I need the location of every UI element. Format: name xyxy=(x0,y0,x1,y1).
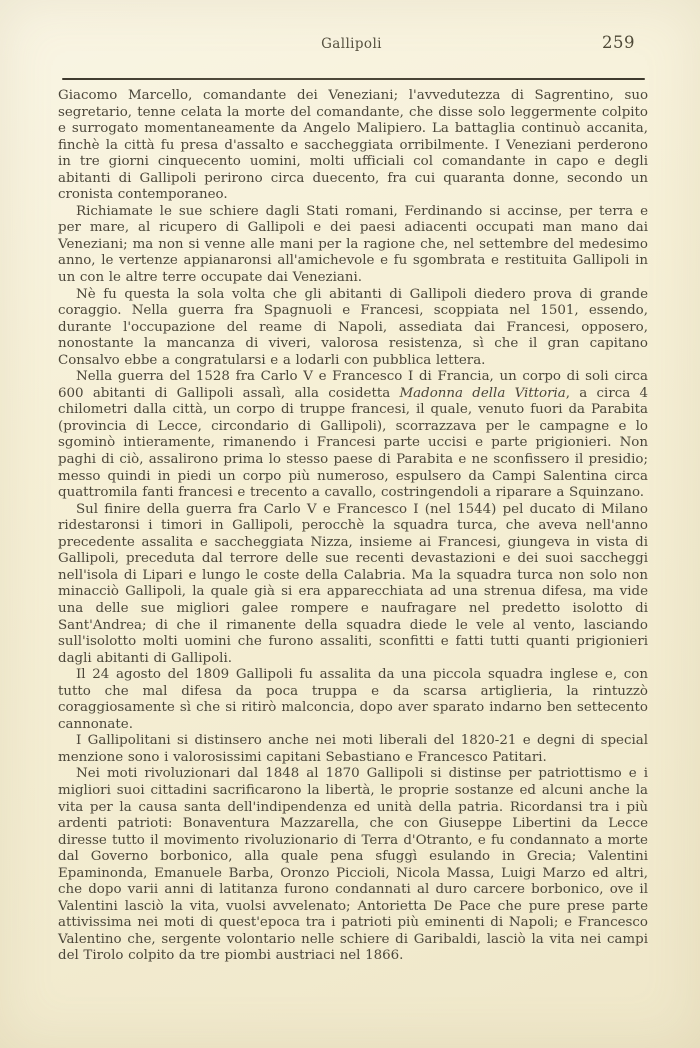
running-title: Gallipoli xyxy=(321,36,382,52)
paragraph xyxy=(58,733,648,766)
page-body xyxy=(58,88,648,965)
paragraph xyxy=(58,369,648,501)
italic-run: Madonna della Vittoria xyxy=(399,385,566,401)
text-run: Nè fu questa la sola volta che gli abitanti di Gallipoli diedero prova di grande coraggio. Nella guerra fra Spagnuoli e Francesi, scoppiata nel 1501, essendo, durante l'occupazione del reame di Napoli, assediata dai Francesi, opposero, nonostante la mancanza di viveri, valorosa resistenza, sì che il gran capitano Consalvo ebbe a congratularsi e a lodarli con pubblica lettera. xyxy=(58,286,648,368)
text-run: , a circa 4 chilometri dalla città, un corpo di truppe francesi, il quale, venuto fuori da Parabita (provincia di Lecce, circondario di Gallipoli), scorrazzava per le campagne e lo sgominò intieramente, rimanendo i Francesi parte uccisi e parte prigionieri. Non paghi di ciò, assalirono prima lo stesso paese di Parabita e ne sconfissero il presidio; messo quindi in piedi un corpo più numeroso, espulsero da Campi Salentina circa quattromila fanti francesi e trecento a cavallo, costringendoli a riparare a Squinzano. xyxy=(58,385,648,501)
text-run: Sul finire della guerra fra Carlo V e Francesco I (nel 1544) pel ducato di Milano ridestaronsi i timori in Gallipoli, perocchè la squadra turca, che aveva nell'anno precedente assalita e saccheggiata Nizza, insieme ai Francesi, giungeva in vista di Gallipoli, preceduta dal terrore delle sue recenti devastazioni e dei suoi saccheggi nell'isola di Lipari e lungo le coste della Calabria. Ma la squadra turca non solo non minacciò Gallipoli, la quale già si era apparecchiata ad una strenua difesa, ma vide una delle sue migliori galee rompere e naufragare nel predetto isolotto di Sant'Andrea; di che il rimanente della squadra diede le vele al vento, lasciando sull'isolotto molti uomini che furono assaliti, sconfitti e fatti tutti quanti prigionieri dagli abitanti di Gallipoli. xyxy=(58,501,648,666)
paragraph xyxy=(58,766,648,965)
page-number: 259 xyxy=(602,33,635,52)
text-run: Richiamate le sue schiere dagli Stati romani, Ferdinando si accinse, per terra e per mare, al ricupero di Gallipoli e dei paesi adiacenti occupati man mano dai Veneziani; ma non si venne alle mani per la ragione che, nel settembre del medesimo anno, le vertenze appianaronsi all'amichevole e fu sgombrata e restituita Gallipoli in un con le altre terre occupate dai Veneziani. xyxy=(58,203,648,286)
text-run: Giacomo Marcello, comandante dei Veneziani; l'avvedutezza di Sagrentino, suo segretario, tenne celata la morte del comandante, che disse solo leggermente colpito e surrogato momentaneamente da Angelo Malipiero. La battaglia continuò accanita, finchè la città fu presa d'assalto e saccheggiata orribilmente. I Veneziani perderono in tre giorni cinquecento uomini, molti ufficiali col comandante in capo e degli abitanti di Gallipoli perirono circa duecento, fra cui quaranta donne, secondo un cronista contemporaneo. xyxy=(58,88,648,203)
paragraph xyxy=(58,667,648,733)
text-run: Il 24 agosto del 1809 Gallipoli fu assalita da una piccola squadra inglese e, con tutto che mal difesa da poca truppa e da scarsa artiglieria, la rintuzzò coraggiosamente sì che si ritirò malconcia, dopo aver sparato indarno ben settecento cannonate. xyxy=(58,667,648,732)
text-run: Nella guerra del 1528 fra Carlo V e Francesco I di Francia, un corpo di soli circa 600 abitanti di Gallipoli assalì, alla cosidetta xyxy=(58,369,648,401)
paragraph xyxy=(58,88,648,204)
paragraph xyxy=(58,287,648,370)
paragraph xyxy=(58,204,648,287)
header-rule xyxy=(62,78,645,80)
text-run: I Gallipolitani si distinsero anche nei moti liberali del 1820-21 e degni di special menzione sono i valorosissimi capitani Sebastiano e Francesco Patitari. xyxy=(58,733,648,765)
text-run: Nei moti rivoluzionari dal 1848 al 1870 Gallipoli si distinse per patriottismo e i migliori suoi cittadini sacrificarono la libertà, le proprie sostanze ed alcuni anche la vita per la causa santa dell'indipendenza ed unità della patria. Ricordansi tra i più ardenti patrioti: Bonaventura Mazzarella, che con Giuseppe Libertini da Lecce diresse tutto il movimento rivoluzionario di Terra d'Otranto, e fu condannato a morte dal Governo borbonico, alla quale pena sfuggì esulando in Grecia; Valentini Epaminonda, Emanuele Barba, Oronzo Piccioli, Nicola Massa, Luigi Marzo ed altri, che dopo varii anni di latitanza furono condannati al duro carcere borbonico, ove il Valentini lasciò la vita, vuolsi avvelenato; Antorietta De Pace che pure prese parte attivissima nei moti di quest'epoca tra i patrioti più eminenti di Napoli; e Francesco Valentino che, sergente volontario nelle schiere di Garibaldi, lasciò la vita nei campi del Tirolo colpito da tre piombi austriaci nel 1866. xyxy=(58,766,648,964)
page-header xyxy=(58,33,645,58)
paragraph xyxy=(58,502,648,667)
